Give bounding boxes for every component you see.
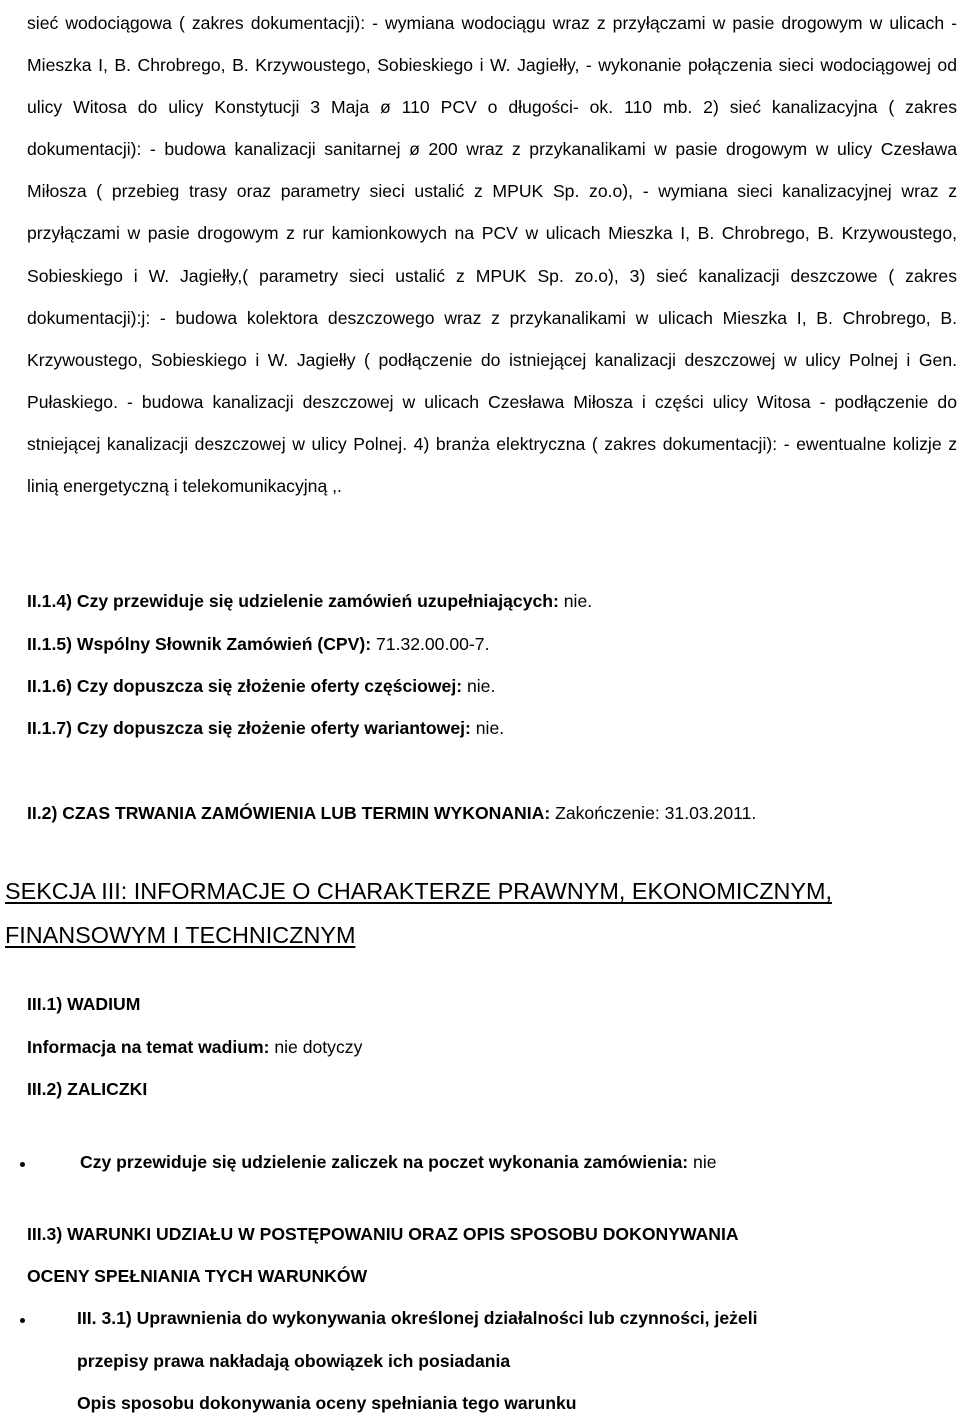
wadium-label: Informacja na temat wadium: (27, 1037, 270, 1057)
warunki-heading-line1 (27, 1224, 739, 1245)
czas-trwania (27, 803, 756, 824)
section-3-title-line1: SEKCJA III: INFORMACJE O CHARAKTERZE PRAWNYM, EKONOMICZNYM, (5, 878, 832, 904)
wadium-heading-text: III.1) WADIUM (27, 994, 141, 1014)
wadium-info (27, 1037, 362, 1058)
item-label: II.1.5) Wspólny Słownik Zamówień (CPV): (27, 634, 372, 654)
warunki-bullet-line2 (77, 1351, 510, 1372)
item-ii-1-6 (27, 676, 495, 697)
warunki-bullet-text: III. 3.1) Uprawnienia do wykonywania określonej działalności lub czynności, jeżeli (77, 1308, 758, 1328)
warunki-heading-line2 (27, 1266, 367, 1287)
warunki-heading-text: III.3) WARUNKI UDZIAŁU W POSTĘPOWANIU ORAZ OPIS SPOSOBU DOKONYWANIA (27, 1224, 739, 1244)
czas-label: II.2) CZAS TRWANIA ZAMÓWIENIA LUB TERMIN WYKONANIA: (27, 803, 551, 823)
zaliczki-bullet (80, 1152, 717, 1173)
bullet-icon (20, 1318, 25, 1323)
warunki-heading-text: OCENY SPEŁNIANIA TYCH WARUNKÓW (27, 1266, 368, 1286)
bullet-icon (20, 1162, 25, 1167)
zaliczki-bullet-label: Czy przewiduje się udzielenie zaliczek na poczet wykonania zamówienia: (80, 1152, 689, 1172)
wadium-value: nie dotyczy (269, 1037, 363, 1057)
item-value: nie. (558, 591, 593, 611)
warunki-bullet-text: przepisy prawa nakładają obowiązek ich posiadania (77, 1351, 511, 1371)
item-value: 71.32.00.00-7. (371, 634, 490, 654)
warunki-bullet-line1 (77, 1308, 758, 1329)
body-paragraph-text: sieć wodociągowa ( zakres dokumentacji): - wymiana wodociągu wraz z przyłączami w pasie drogowym w ulicach - Mieszka I, B. Chrobrego, B. Krzywoustego, Sobieskiego i W. Jagiełły, - wykonanie połączenia sieci wodociągowej od ulicy Witosa do ulicy Konstytucji 3 Maja ø 110 PCV o długości- ok. 110 mb. 2) sieć kanalizacyjna ( zakres dokumentacji): - budowa kanalizacji sanitarnej ø 200 wraz z przykanalikami w pasie drogowym w ulicy Czesława Miłosza ( przebieg trasy oraz parametry sieci ustalić z MPUK Sp. zo.o), - wymiana sieci kanalizacyjnej wraz z przyłączami w pasie drogowym z rur kamionkowych na PCV w ulicach Mieszka I, B. Chrobrego, B. Krzywoustego, Sobieskiego i W. Jagiełły,( parametry sieci ustalić z MPUK Sp. zo.o), 3) sieć kanalizacji deszczowe ( zakres dokumentacji):j: - budowa kolektora deszczowego wraz z przykanalikami w ulicach Mieszka I, B. Chrobrego, B. Krzywoustego, Sobieskiego i W. Jagiełły ( podłączenie do istniejącej kanalizacji deszczowej w ulicy Polnej i Gen. Pułaskiego. - budowa kanalizacji deszczowej w ulicach Czesława Miłosza i części ulicy Witosa - podłączenie do stniejącej kanalizacji deszczowej w ulicy Polnej. 4) branża elektryczna ( zakres dokumentacji): - ewentualne kolizje z linią energetyczną i telekomunikacyjną ,. (27, 13, 957, 497)
czas-value: Zakończenie: 31.03.2011. (550, 803, 757, 823)
item-value: nie. (470, 718, 505, 738)
opis-sposobu-text: Opis sposobu dokonywania oceny spełniania tego warunku (77, 1393, 577, 1413)
item-ii-1-4 (27, 591, 592, 612)
item-ii-1-7 (27, 718, 504, 739)
item-ii-1-5 (27, 634, 489, 655)
section-3-title-line2: FINANSOWYM I TECHNICZNYM (5, 922, 356, 948)
item-value: nie. (462, 676, 496, 696)
opis-sposobu (77, 1393, 577, 1414)
item-label: II.1.6) Czy dopuszcza się złożenie oferty częściowej: (27, 676, 463, 696)
item-label: II.1.7) Czy dopuszcza się złożenie oferty wariantowej: (27, 718, 471, 738)
zaliczki-bullet-value: nie (688, 1152, 717, 1172)
item-label: II.1.4) Czy przewiduje się udzielenie zamówień uzupełniających: (27, 591, 559, 611)
wadium-heading (27, 994, 140, 1015)
zaliczki-heading (27, 1079, 147, 1100)
body-paragraph (27, 2, 957, 507)
zaliczki-heading-text: III.2) ZALICZKI (27, 1079, 148, 1099)
